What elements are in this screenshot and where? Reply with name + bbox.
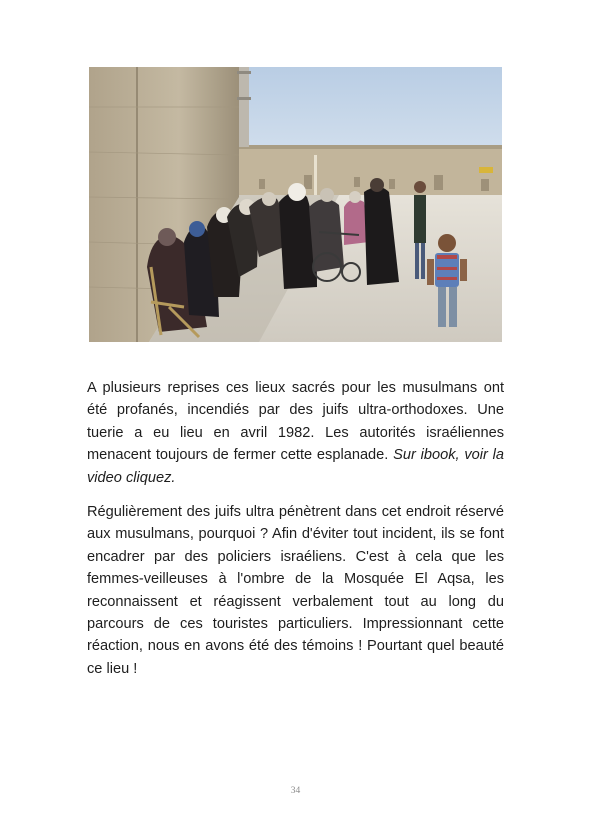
page-number: 34	[290, 786, 301, 796]
paragraph-history-text: A plusieurs reprises ces lieux sacrés pour les musulmans ont été profanés, incendiés par des juifs ultra-orthodoxes. Une tuerie a eu lieu en avril 1982. Les autorités israéliennes menacent toujours de fermer cette esplanade.	[87, 380, 504, 464]
paragraph-history	[87, 377, 504, 489]
photo-esplanade-women	[89, 67, 502, 342]
paragraph-visits	[87, 501, 504, 680]
ibook-video-link[interactable]: Sur ibook, voir la video cliquez.	[87, 447, 504, 486]
paragraph-visits-text: Régulièrement des juifs ultra pénètrent dans cet endroit réservé aux musulmans, pourquoi ? Afin d'éviter tout incident, ils se font encadrer par des policiers israéliens. C'est à cela que les femmes-veilleuses à l'ombre de la Mosquée El Aqsa, les reconnaissent et réagissent verbalement tout au long du parcours de ces touristes particuliers. Impressionnant cette réaction, nous en avons été des témoins ! Pourtant quel beauté ce lieu !	[87, 504, 504, 677]
